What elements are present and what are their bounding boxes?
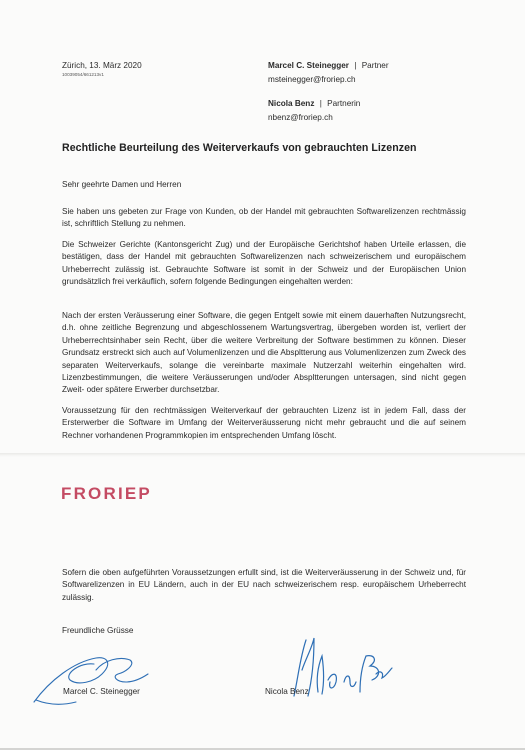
page-fold [0,453,525,457]
closing-paragraph: Sofern die oben aufgeführten Voraussetzungen erfullt sind, ist die Weiterveräusserung in der Schweiz und, für Softwarelizenzen in EU Ländern, auch in der EU nach schweizerischem resp. europäischem Urheberrecht zulässig. [62,568,466,602]
froriep-logo: FRORIEP [61,484,152,503]
place-date: Zürich, 13. März 2020 [62,61,142,70]
signature-benz-icon [288,630,398,710]
separator: | [319,99,322,108]
paragraph-2: Die Schweizer Gerichte (Kantonsgericht Zug) und der Europäische Gerichtshof haben Urteile erlassen, die bestätigen, dass der Handel mit gebrauchten Softwarelizenzen nach schweizerischem und europäischem Urheberrecht zulässig ist. Gebrauchte Software ist somit in der Schweiz und der Europäischen Union grundsätzlich frei verkäuflich, sofern folgende Bedingungen eingehalten werden: [62,240,466,287]
reference-number: 10039054/661213v1 [62,72,104,77]
closing-greeting: Freundliche Grüsse [62,626,134,635]
separator: | [354,61,357,70]
document-title: Rechtliche Beurteilung des Weiterverkaufs von gebrauchten Lizenzen [62,142,417,154]
partner1-email: msteinegger@froriep.ch [268,75,356,84]
paragraph-1: Sie haben uns gebeten zur Frage von Kunden, ob der Handel mit gebrauchten Softwarelizenzen rechtmässig ist, schriftlich Stellung zu nehmen. [62,207,466,229]
partner2-email: nbenz@froriep.ch [268,113,333,122]
partner2-role: Partnerin [327,99,361,108]
paragraph-4: Voraussetzung für den rechtmässigen Weiterverkauf der gebrauchten Lizenz ist in jedem Fall, dass der Ersterwerber die Software im Umfang der Weiterveräusserung nicht mehr gebraucht und die auf seinem Rechner vorhandenen Programmkopien im entsprechenden Umfang löscht. [62,406,466,440]
partner2-line [268,99,360,109]
signatory-left-name: Marcel C. Steinegger [63,687,140,696]
partner2-name: Nicola Benz [268,99,315,108]
paragraph-3: Nach der ersten Veräusserung einer Software, die gegen Entgelt sowie mit einem dauerhaften Nutzungsrecht, d.h. ohne zeitliche Begrenzung und abgeschlossenem Wartungsvertrag, übergeben worden ist, verliert der Urheberrechtsinhaber sein Recht, über die weitere Verbreitung der Software bestimmen zu können. Dieser Grundsatz erstreckt sich auch auf Volumenlizenzen und die Abspltterung aus Volumenlizenzen zum Zweck des separaten Weiterverkaufs, solange die vereinbarte maximale Nutzerzahl weiterhin eingehalten wird. Lizenzbestimmungen, die weitere Veräusserungen und/oder Abspltterungen untersagen, sind nicht gegen Zweit- oder spätere Erwerber durchsetzbar. [62,311,466,395]
partner1-role: Partner [361,61,389,70]
partner1-line [268,61,389,71]
partner1-name: Marcel C. Steinegger [268,61,349,70]
signature-steinegger-icon [30,640,160,710]
salutation: Sehr geehrte Damen und Herren [62,180,182,189]
signatory-right-name: Nicola Benz [265,687,309,696]
